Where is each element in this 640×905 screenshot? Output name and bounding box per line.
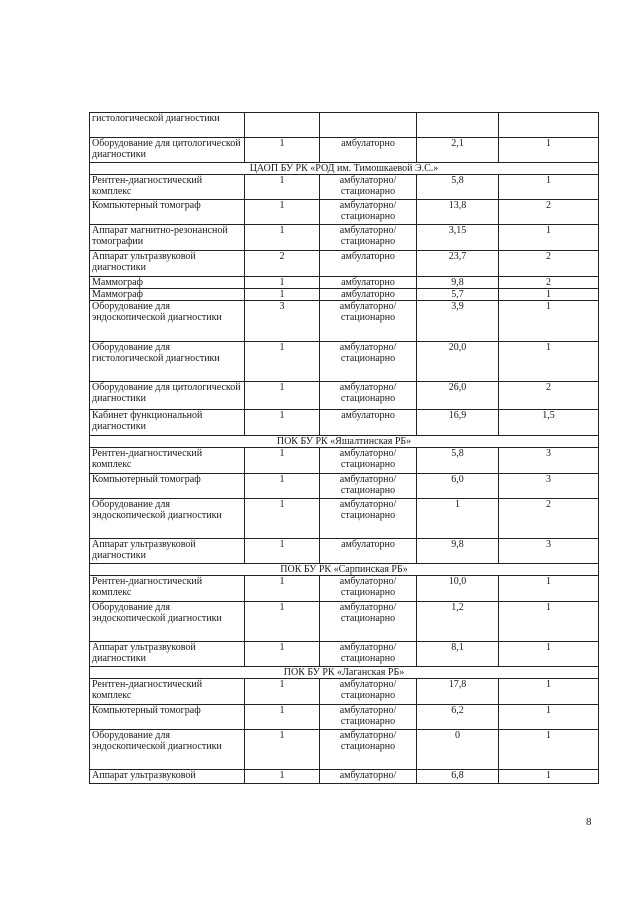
- table-row: [90, 138, 599, 163]
- shift-cell: 1: [499, 342, 599, 382]
- shift-cell: 2: [499, 382, 599, 410]
- load-cell: 6,0: [417, 474, 499, 499]
- load-cell: 26,0: [417, 382, 499, 410]
- table-row: [90, 175, 599, 200]
- quantity-cell: 1: [245, 602, 320, 642]
- shift-cell: 1: [499, 289, 599, 301]
- shift-cell: 2: [499, 499, 599, 539]
- shift-cell: 1: [499, 225, 599, 251]
- equipment-name-cell: Оборудование для цитологической диагностики: [90, 138, 245, 163]
- table-row: [90, 770, 599, 784]
- quantity-cell: 1: [245, 770, 320, 784]
- service-mode-cell: амбулаторно/ стационарно: [320, 642, 417, 667]
- quantity-cell: 1: [245, 200, 320, 225]
- equipment-name-cell: Маммограф: [90, 277, 245, 289]
- load-cell: 3,9: [417, 301, 499, 342]
- shift-cell: 1: [499, 602, 599, 642]
- quantity-cell: 1: [245, 410, 320, 436]
- table-row: [90, 342, 599, 382]
- load-cell: 5,8: [417, 448, 499, 474]
- quantity-cell: 1: [245, 576, 320, 602]
- section-header-row: [90, 163, 599, 175]
- load-cell: 5,8: [417, 175, 499, 200]
- table-row: [90, 301, 599, 342]
- service-mode-cell: амбулаторно/ стационарно: [320, 499, 417, 539]
- service-mode-cell: амбулаторно/: [320, 770, 417, 784]
- service-mode-cell: амбулаторно: [320, 251, 417, 277]
- shift-cell: 1: [499, 770, 599, 784]
- equipment-name-cell: Аппарат ультразвуковой диагностики: [90, 251, 245, 277]
- load-cell: 6,8: [417, 770, 499, 784]
- table-row: [90, 113, 599, 138]
- service-mode-cell: амбулаторно/ стационарно: [320, 730, 417, 770]
- quantity-cell: 1: [245, 474, 320, 499]
- quantity-cell: 1: [245, 277, 320, 289]
- shift-cell: 1: [499, 301, 599, 342]
- equipment-name-cell: Оборудование для эндоскопической диагностики: [90, 499, 245, 539]
- equipment-name-cell: Оборудование для гистологической диагностики: [90, 342, 245, 382]
- load-cell: 5,7: [417, 289, 499, 301]
- shift-cell: 2: [499, 277, 599, 289]
- load-cell: 2,1: [417, 138, 499, 163]
- service-mode-cell: амбулаторно/ стационарно: [320, 679, 417, 705]
- quantity-cell: 1: [245, 342, 320, 382]
- service-mode-cell: амбулаторно/ стационарно: [320, 301, 417, 342]
- equipment-name-cell: Рентген-диагностический комплекс: [90, 679, 245, 705]
- table-row: [90, 576, 599, 602]
- quantity-cell: 1: [245, 539, 320, 564]
- shift-cell: 1: [499, 642, 599, 667]
- load-cell: 1,2: [417, 602, 499, 642]
- page-number: 8: [586, 816, 592, 828]
- section-header-row: [90, 564, 599, 576]
- equipment-name-cell: Аппарат ультразвуковой диагностики: [90, 642, 245, 667]
- shift-cell: 2: [499, 200, 599, 225]
- equipment-table-body: [90, 113, 599, 784]
- shift-cell: 1: [499, 576, 599, 602]
- quantity-cell: 1: [245, 382, 320, 410]
- equipment-name-cell: Компьютерный томограф: [90, 474, 245, 499]
- equipment-name-cell: Компьютерный томограф: [90, 705, 245, 730]
- service-mode-cell: амбулаторно: [320, 539, 417, 564]
- service-mode-cell: [320, 113, 417, 138]
- quantity-cell: 3: [245, 301, 320, 342]
- section-header-row: [90, 667, 599, 679]
- table-row: [90, 499, 599, 539]
- table-row: [90, 251, 599, 277]
- load-cell: 9,8: [417, 539, 499, 564]
- table-row: [90, 642, 599, 667]
- service-mode-cell: амбулаторно/ стационарно: [320, 576, 417, 602]
- load-cell: 9,8: [417, 277, 499, 289]
- quantity-cell: 1: [245, 499, 320, 539]
- equipment-name-cell: Оборудование для цитологической диагностики: [90, 382, 245, 410]
- equipment-name-cell: Аппарат ультразвуковой диагностики: [90, 539, 245, 564]
- service-mode-cell: амбулаторно: [320, 138, 417, 163]
- shift-cell: 3: [499, 539, 599, 564]
- quantity-cell: 1: [245, 289, 320, 301]
- shift-cell: [499, 113, 599, 138]
- load-cell: 3,15: [417, 225, 499, 251]
- section-header: ЦАОП БУ РК «РОД им. Тимошкаевой Э.С.»: [90, 163, 599, 175]
- table-row: [90, 289, 599, 301]
- table-row: [90, 730, 599, 770]
- load-cell: 17,8: [417, 679, 499, 705]
- service-mode-cell: амбулаторно: [320, 289, 417, 301]
- equipment-name-cell: Кабинет функциональной диагностики: [90, 410, 245, 436]
- load-cell: 6,2: [417, 705, 499, 730]
- service-mode-cell: амбулаторно/ стационарно: [320, 602, 417, 642]
- load-cell: 23,7: [417, 251, 499, 277]
- table-row: [90, 539, 599, 564]
- table-row: [90, 679, 599, 705]
- service-mode-cell: амбулаторно: [320, 277, 417, 289]
- quantity-cell: 1: [245, 138, 320, 163]
- equipment-name-cell: Аппарат магнитно-резонансной томографии: [90, 225, 245, 251]
- quantity-cell: 1: [245, 448, 320, 474]
- table-row: [90, 448, 599, 474]
- equipment-name-cell: Компьютерный томограф: [90, 200, 245, 225]
- quantity-cell: 1: [245, 175, 320, 200]
- shift-cell: 1: [499, 175, 599, 200]
- load-cell: [417, 113, 499, 138]
- section-header: ПОК БУ РК «Яшалтинская РБ»: [90, 436, 599, 448]
- load-cell: 10,0: [417, 576, 499, 602]
- load-cell: 20,0: [417, 342, 499, 382]
- service-mode-cell: амбулаторно/ стационарно: [320, 225, 417, 251]
- shift-cell: 3: [499, 474, 599, 499]
- service-mode-cell: амбулаторно/ стационарно: [320, 382, 417, 410]
- table-row: [90, 200, 599, 225]
- equipment-name-cell: Оборудование для эндоскопической диагностики: [90, 730, 245, 770]
- quantity-cell: 1: [245, 679, 320, 705]
- table-row: [90, 382, 599, 410]
- equipment-table: [89, 112, 599, 784]
- equipment-name-cell: Рентген-диагностический комплекс: [90, 175, 245, 200]
- service-mode-cell: амбулаторно/ стационарно: [320, 474, 417, 499]
- load-cell: 8,1: [417, 642, 499, 667]
- table-row: [90, 705, 599, 730]
- quantity-cell: 1: [245, 642, 320, 667]
- equipment-name-cell: Рентген-диагностический комплекс: [90, 576, 245, 602]
- equipment-name-cell: Рентген-диагностический комплекс: [90, 448, 245, 474]
- equipment-name-cell: Оборудование для эндоскопической диагностики: [90, 301, 245, 342]
- table-row: [90, 602, 599, 642]
- service-mode-cell: амбулаторно/ стационарно: [320, 342, 417, 382]
- quantity-cell: 1: [245, 225, 320, 251]
- section-header: ПОК БУ РК «Лаганская РБ»: [90, 667, 599, 679]
- section-header-row: [90, 436, 599, 448]
- load-cell: 1: [417, 499, 499, 539]
- equipment-name-cell: Аппарат ультразвуковой: [90, 770, 245, 784]
- service-mode-cell: амбулаторно/ стационарно: [320, 175, 417, 200]
- table-row: [90, 277, 599, 289]
- shift-cell: 1: [499, 730, 599, 770]
- shift-cell: 1,5: [499, 410, 599, 436]
- equipment-name-cell: Оборудование для эндоскопической диагностики: [90, 602, 245, 642]
- table-row: [90, 474, 599, 499]
- equipment-name-cell: гистологической диагностики: [90, 113, 245, 138]
- load-cell: 0: [417, 730, 499, 770]
- equipment-name-cell: Маммограф: [90, 289, 245, 301]
- service-mode-cell: амбулаторно: [320, 410, 417, 436]
- shift-cell: 1: [499, 705, 599, 730]
- table-row: [90, 410, 599, 436]
- service-mode-cell: амбулаторно/ стационарно: [320, 448, 417, 474]
- quantity-cell: 1: [245, 705, 320, 730]
- service-mode-cell: амбулаторно/ стационарно: [320, 705, 417, 730]
- load-cell: 16,9: [417, 410, 499, 436]
- load-cell: 13,8: [417, 200, 499, 225]
- quantity-cell: 1: [245, 730, 320, 770]
- quantity-cell: 2: [245, 251, 320, 277]
- shift-cell: 3: [499, 448, 599, 474]
- quantity-cell: [245, 113, 320, 138]
- section-header: ПОК БУ РК «Сарпинская РБ»: [90, 564, 599, 576]
- shift-cell: 1: [499, 138, 599, 163]
- table-row: [90, 225, 599, 251]
- shift-cell: 1: [499, 679, 599, 705]
- shift-cell: 2: [499, 251, 599, 277]
- service-mode-cell: амбулаторно/ стационарно: [320, 200, 417, 225]
